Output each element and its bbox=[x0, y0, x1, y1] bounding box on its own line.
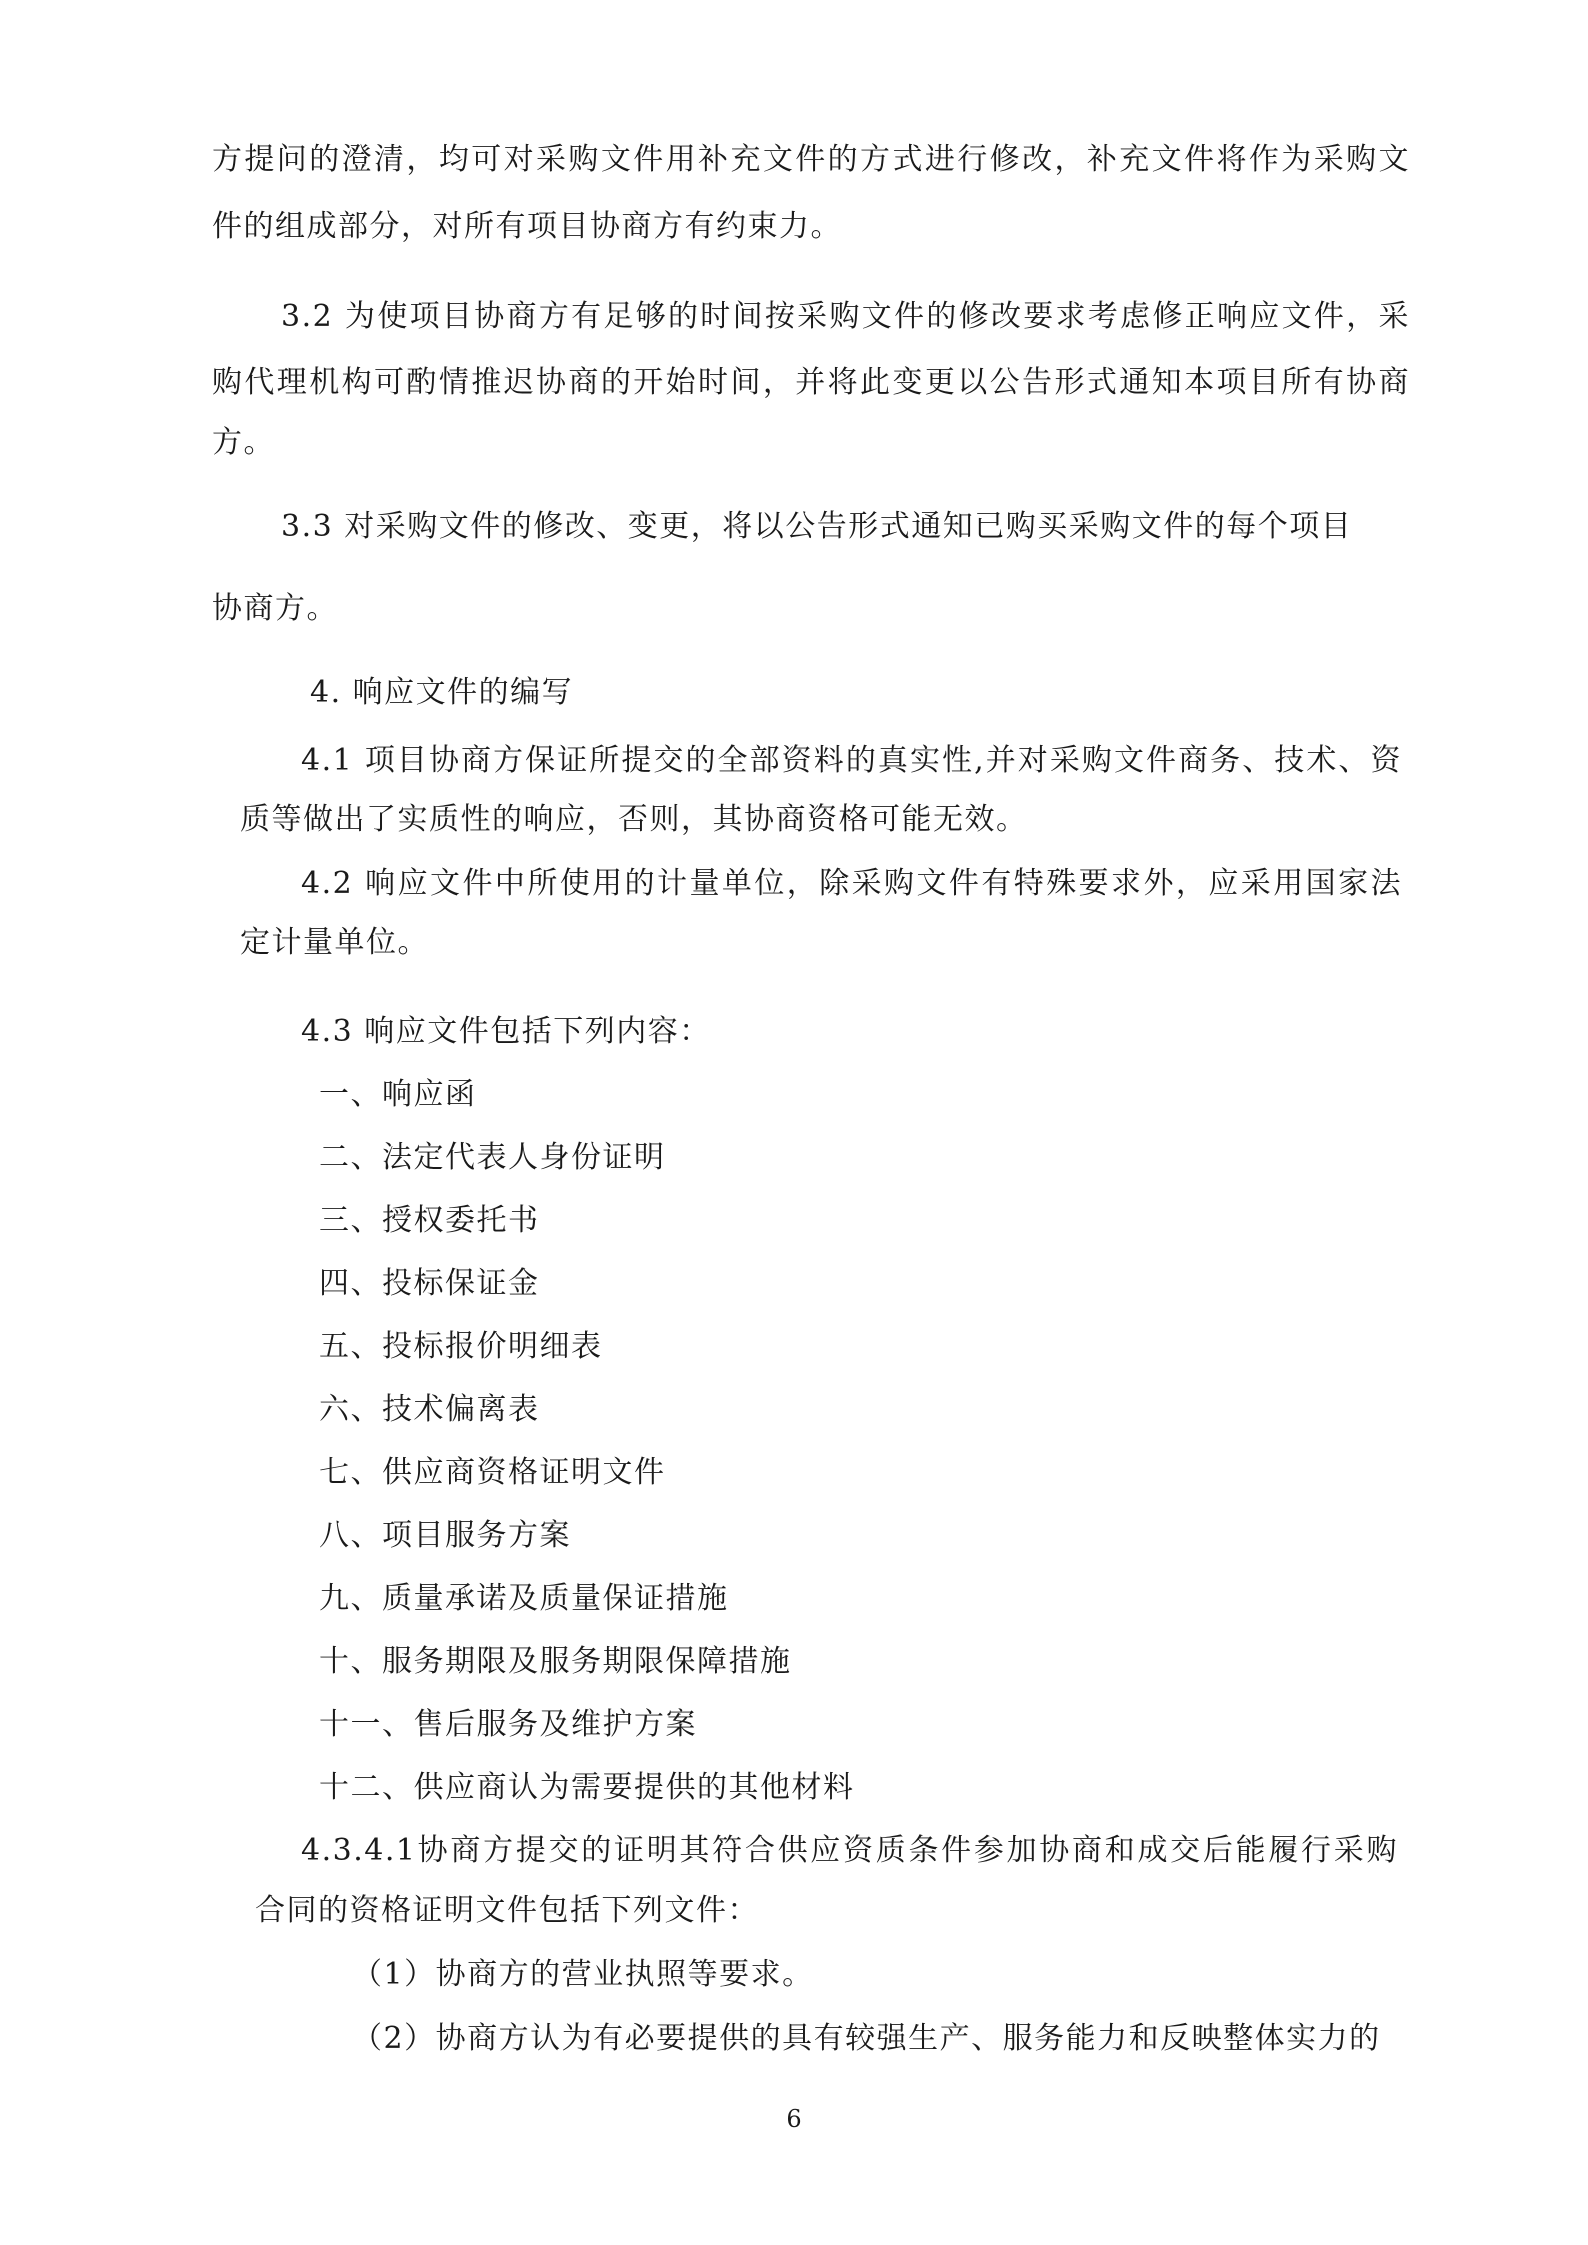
clause-3-2-line-3: 方。 bbox=[212, 425, 275, 460]
list-item: 三、授权委托书 bbox=[319, 1203, 540, 1238]
list-item: 九、质量承诺及质量保证措施 bbox=[319, 1581, 729, 1616]
list-item: 十一、售后服务及维护方案 bbox=[319, 1707, 697, 1742]
clause-3-2-line-1: 3.2 为使项目协商方有足够的时间按采购文件的修改要求考虑修正响应文件，采 bbox=[281, 299, 1410, 334]
list-item: 七、供应商资格证明文件 bbox=[319, 1455, 666, 1490]
clause-4-3-4-1-line-2: 合同的资格证明文件包括下列文件： bbox=[255, 1893, 759, 1928]
clause-4-3-intro: 4.3 响应文件包括下列内容： bbox=[301, 1014, 711, 1049]
continuation-line-2: 件的组成部分，对所有项目协商方有约束力。 bbox=[212, 209, 842, 244]
clause-4-3-4-1-sub-2: （2）协商方认为有必要提供的具有较强生产、服务能力和反映整体实力的 bbox=[352, 2021, 1381, 2056]
clause-4-1-line-1: 4.1 项目协商方保证所提交的全部资料的真实性,并对采购文件商务、技术、资 bbox=[301, 743, 1402, 778]
list-item: 五、投标报价明细表 bbox=[319, 1329, 603, 1364]
continuation-line-1: 方提问的澄清，均可对采购文件用补充文件的方式进行修改，补充文件将作为采购文 bbox=[212, 142, 1410, 177]
list-item: 八、项目服务方案 bbox=[319, 1518, 571, 1553]
page-number: 6 bbox=[786, 2105, 802, 2133]
clause-4-2-line-2: 定计量单位。 bbox=[240, 925, 429, 960]
clause-4-3-4-1-sub-1: （1）协商方的营业执照等要求。 bbox=[352, 1957, 814, 1992]
clause-4-3-4-1-line-1: 4.3.4.1协商方提交的证明其符合供应资质条件参加协商和成交后能履行采购 bbox=[301, 1833, 1398, 1868]
list-item: 四、投标保证金 bbox=[319, 1266, 540, 1301]
clause-4-2-line-1: 4.2 响应文件中所使用的计量单位，除采购文件有特殊要求外，应采用国家法 bbox=[301, 866, 1402, 901]
list-item: 一、响应函 bbox=[319, 1077, 477, 1112]
clause-3-3-line-1: 3.3 对采购文件的修改、变更，将以公告形式通知已购买采购文件的每个项目 bbox=[281, 509, 1353, 544]
section-4-heading: 4. 响应文件的编写 bbox=[310, 675, 574, 710]
list-item: 六、技术偏离表 bbox=[319, 1392, 540, 1427]
list-item: 十、服务期限及服务期限保障措施 bbox=[319, 1644, 792, 1679]
list-item: 二、法定代表人身份证明 bbox=[319, 1140, 666, 1175]
clause-3-2-line-2: 购代理机构可酌情推迟协商的开始时间，并将此变更以公告形式通知本项目所有协商 bbox=[212, 365, 1410, 400]
list-item: 十二、供应商认为需要提供的其他材料 bbox=[319, 1770, 855, 1805]
clause-4-1-line-2: 质等做出了实质性的响应，否则，其协商资格可能无效。 bbox=[240, 802, 1028, 837]
clause-3-3-line-2: 协商方。 bbox=[212, 591, 338, 626]
